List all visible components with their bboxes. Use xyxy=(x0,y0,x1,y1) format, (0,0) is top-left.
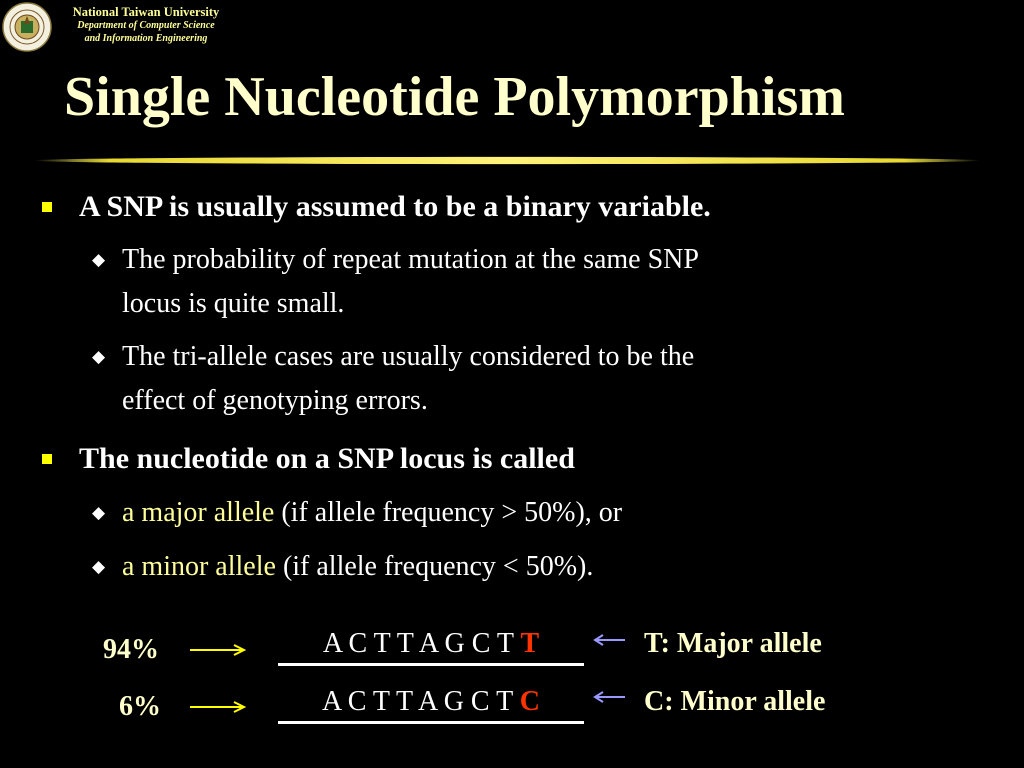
frequency-percent: 94% xyxy=(103,634,159,665)
diamond-bullet-icon: ◆ xyxy=(92,250,106,269)
left-arrow-icon xyxy=(593,633,625,647)
minor-allele-term: a minor allele xyxy=(122,551,276,582)
sub-bullet-line: The tri-allele cases are usually considered to be the xyxy=(122,341,695,372)
right-arrow-icon xyxy=(190,700,246,714)
allele-letter: T xyxy=(520,628,540,659)
allele-label: C: Minor allele xyxy=(644,686,826,717)
university-name: National Taiwan University xyxy=(72,5,220,19)
institution-header xyxy=(56,5,236,45)
title-divider xyxy=(34,156,980,165)
department-line-2: and Information Engineering xyxy=(84,33,208,44)
bullet-text: A SNP is usually assumed to be a binary variable. xyxy=(79,190,711,223)
square-bullet-icon xyxy=(42,454,52,464)
left-arrow-icon xyxy=(593,690,625,704)
department-line-1: Department of Computer Science xyxy=(77,20,215,31)
frequency-percent: 6% xyxy=(119,691,161,722)
sequence-underline xyxy=(278,663,584,666)
sub-bullet-line: effect of genotyping errors. xyxy=(122,385,428,416)
slide-title: Single Nucleotide Polymorphism xyxy=(64,66,845,128)
university-seal-icon xyxy=(2,2,52,52)
sequence-prefix: A C T T A G C T xyxy=(322,686,520,717)
bullet-text: The nucleotide on a SNP locus is called xyxy=(79,442,575,475)
right-arrow-icon xyxy=(190,643,246,657)
sub-bullet-line: The probability of repeat mutation at the same SNP xyxy=(122,244,699,275)
major-allele-term: a major allele xyxy=(122,497,275,528)
sequence-underline xyxy=(278,721,584,724)
sub-bullet-rest: (if allele frequency > 50%), or xyxy=(274,497,623,528)
diamond-bullet-icon: ◆ xyxy=(92,557,106,576)
dna-sequence xyxy=(278,686,584,718)
diamond-bullet-icon: ◆ xyxy=(92,347,106,366)
sub-bullet-line: locus is quite small. xyxy=(122,288,345,319)
allele-letter: C xyxy=(519,686,540,717)
dna-sequence xyxy=(278,628,584,660)
allele-label: T: Major allele xyxy=(644,628,822,659)
sequence-prefix: A C T T A G C T xyxy=(322,628,521,659)
sub-bullet-rest: (if allele frequency < 50%). xyxy=(275,551,594,582)
diamond-bullet-icon: ◆ xyxy=(92,503,106,522)
square-bullet-icon xyxy=(42,202,52,212)
